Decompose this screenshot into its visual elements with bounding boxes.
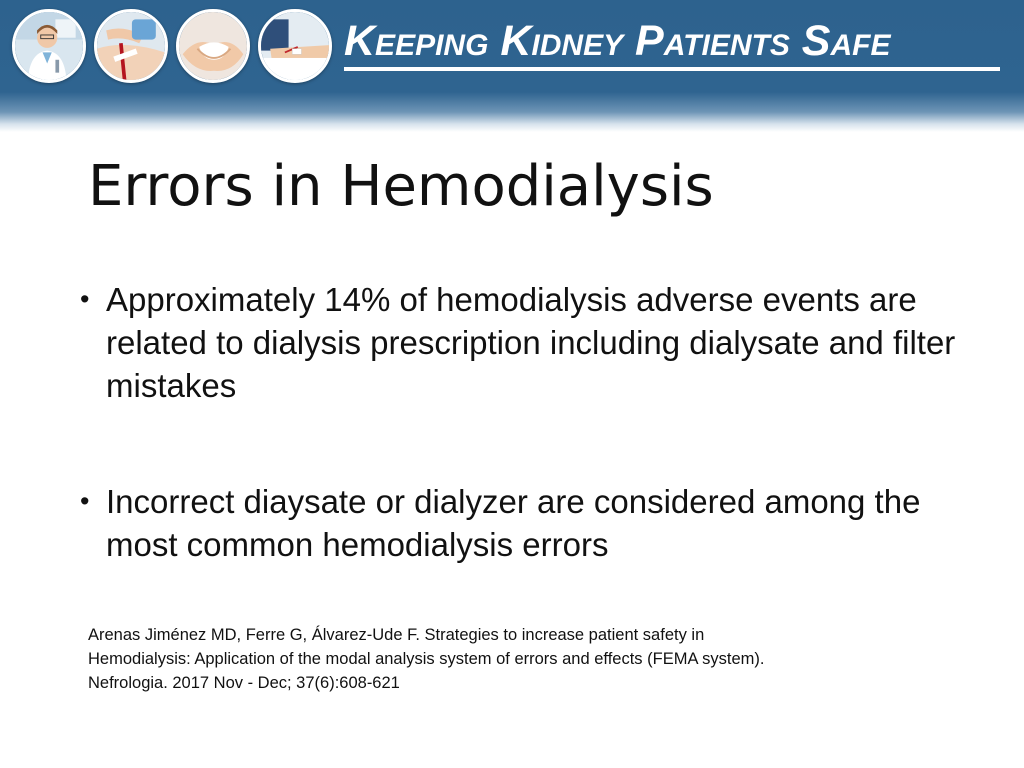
citation-line: Hemodialysis: Application of the modal analysis system of errors and effects (FEMA system). [88,650,765,668]
bullet-text: Incorrect diaysate or dialyzer are considered among the most common hemodialysis errors [106,483,921,563]
nurse-photo-icon [12,9,86,83]
injection-photo-icon [94,9,168,83]
bullet-list [80,278,980,566]
bullet-dot-icon: • [80,284,90,314]
header-banner [0,0,1024,132]
slide-title: Errors in Hemodialysis [88,154,714,219]
citation [88,623,988,695]
bullet-text: Approximately 14% of hemodialysis adverse events are related to dialysis prescription including dialysate and filter mistakes [106,281,956,404]
cupped-hands-photo-icon [176,9,250,83]
bullet-item [80,480,980,566]
bullet-dot-icon: • [80,486,90,516]
bullet-item [80,278,980,407]
citation-line: Arenas Jiménez MD, Ferre G, Álvarez-Ude F. Strategies to increase patient safety in [88,626,705,644]
header-title: Keeping Kidney Patients Safe [344,17,891,65]
citation-line: Nefrologia. 2017 Nov - Dec; 37(6):608-621 [88,674,400,692]
header-title-underline [344,67,1000,71]
patient-arm-photo-icon [258,9,332,83]
